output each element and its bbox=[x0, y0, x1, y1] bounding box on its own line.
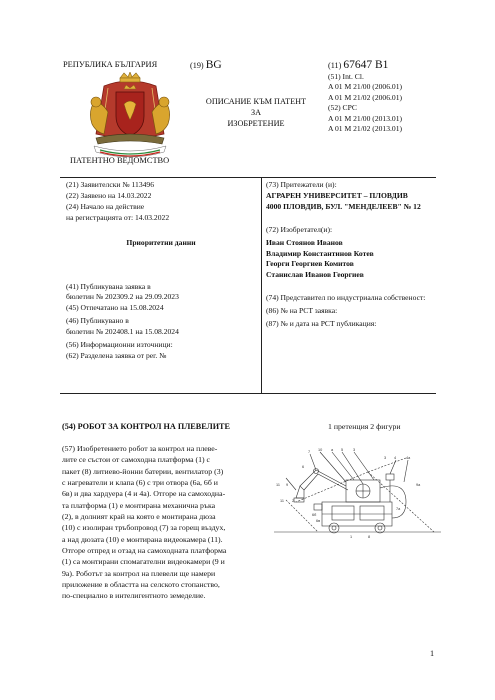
classification-line: (52) CPC bbox=[328, 103, 357, 113]
page-number: 1 bbox=[430, 649, 435, 658]
abstract-line: 6в) и два хардуера (4 и 4а). Отгоре на самоходна- bbox=[62, 489, 226, 499]
figure-label: 11 bbox=[276, 483, 280, 487]
inventor-name: Иван Стоянов Иванов bbox=[266, 237, 343, 247]
figure-label: 7а bbox=[396, 507, 401, 511]
abstract-line: по-специално в интелигентното земеделие. bbox=[62, 591, 206, 601]
classification-line: A 01 M 21/02 (2013.01) bbox=[328, 124, 403, 134]
figure-label: 10 bbox=[318, 448, 323, 452]
abstract bbox=[62, 443, 248, 602]
figure-label: 9a bbox=[416, 483, 421, 487]
table-column-divider bbox=[261, 177, 262, 393]
published-label: (46) Публикувано в bbox=[66, 316, 129, 326]
effective-date-label: (24) Начало на действие bbox=[66, 201, 145, 211]
table-bottom-rule bbox=[60, 393, 436, 394]
abstract-line: (2), в долният край на която е монтирана дюза bbox=[62, 512, 216, 522]
claims-figures-count: 1 претенция 2 фигури bbox=[328, 422, 401, 431]
registration-date: на регистрацията от: 14.03.2022 bbox=[66, 212, 170, 222]
abstract-line: с нагреватели и клапа (6) с три отвора (6а, 6б и bbox=[62, 478, 218, 488]
printed-date: (45) Отпечатано на 15.08.2024 bbox=[66, 303, 164, 313]
abstract-line: пакет (8) литиево-йонни батерии, вентилатор (3) bbox=[62, 466, 224, 476]
classification-line: A 01 M 21/00 (2013.01) bbox=[328, 113, 403, 123]
figure-label: 8 bbox=[368, 535, 371, 539]
figure-label: 2 bbox=[292, 499, 295, 503]
abstract-line: (10) с изолиран тръбопровод (7) за горещ въздух, bbox=[62, 523, 226, 533]
figure-label: a bbox=[331, 448, 334, 452]
figure-label: 6в bbox=[316, 519, 321, 523]
classification-block bbox=[328, 72, 402, 134]
owners-column bbox=[266, 180, 442, 330]
figure-label: 3 bbox=[384, 456, 387, 460]
abstract-line: (57) Изобретението робот за контрол на плеве- bbox=[62, 444, 218, 453]
figure-label: 3 bbox=[353, 448, 356, 452]
document-type-line: ОПИСАНИЕ КЪМ ПАТЕНТ bbox=[205, 97, 307, 106]
abstract-line: 9а). Роботът за контрол на плевели ще намери bbox=[62, 568, 216, 578]
owner-name: АГРАРЕН УНИВЕРСИТЕТ – ПЛОВДИВ bbox=[266, 190, 408, 200]
figure-label: 11 bbox=[280, 499, 284, 503]
patent-office-name: ПАТЕНТНО ВЕДОМСТВО bbox=[70, 156, 170, 165]
invention-title: (54) РОБОТ ЗА КОНТРОЛ НА ПЛЕВЕЛИТЕ bbox=[62, 422, 230, 431]
abstract-line: лите се състои от самоходна платформа (1) с bbox=[62, 455, 211, 465]
figure-label: 4 bbox=[394, 456, 397, 460]
abstract-line: Отгоре отпред и отзад на самоходната платформа bbox=[62, 546, 227, 556]
figure-label: 7 bbox=[308, 450, 311, 454]
robot-technical-drawing bbox=[256, 440, 446, 560]
figure-label: 6б bbox=[312, 513, 317, 517]
abstract-line: приложение в областта на селското стопанство, bbox=[62, 580, 220, 590]
classification-line: (51) Int. Cl. bbox=[328, 72, 364, 81]
document-type-line: ЗА bbox=[250, 108, 261, 117]
figure-label: 1 bbox=[350, 535, 353, 539]
published-application-bulletin: бюлетин № 202309.2 на 29.09.2023 bbox=[66, 292, 179, 302]
owner-address: 4000 ПЛОВДИВ, БУЛ. "МЕНДЕЛЕЕВ" № 12 bbox=[266, 201, 421, 211]
figure-label: 4a bbox=[406, 456, 411, 460]
coat-of-arms-icon bbox=[84, 72, 176, 158]
published-application-label: (41) Публикувана заявка в bbox=[66, 281, 151, 291]
pct-application-number: (86) № на PCT заявка: bbox=[266, 306, 338, 316]
inventor-name: Георги Георгиев Комитов bbox=[266, 259, 354, 269]
published-bulletin: бюлетин № 202408.1 на 15.08.2024 bbox=[66, 327, 179, 337]
pct-publication: (87) № и дата на PCT публикация: bbox=[266, 319, 377, 329]
publication-number-prefix: (11) bbox=[328, 61, 342, 70]
divided-application: (62) Разделена заявка от рег. № bbox=[66, 350, 167, 360]
table-top-rule bbox=[60, 177, 436, 178]
country-code bbox=[190, 59, 222, 71]
country-name: РЕПУБЛИКА БЪЛГАРИЯ bbox=[63, 60, 158, 69]
figure-label: 6 bbox=[302, 465, 305, 469]
classification-line: A 01 M 21/00 (2006.01) bbox=[328, 82, 403, 92]
publication-number-value: 67647 B1 bbox=[343, 59, 389, 71]
country-code-prefix: (19) bbox=[190, 61, 204, 70]
publication-number bbox=[328, 59, 388, 71]
document-type-line: ИЗОБРЕТЕНИЕ bbox=[227, 119, 285, 128]
figure-label: 5 bbox=[341, 448, 344, 452]
filing-data-column bbox=[66, 180, 256, 362]
application-number: (21) Заявителски № 113496 bbox=[66, 180, 155, 189]
inventor-name: Владимир Константинов Котев bbox=[266, 248, 374, 258]
abstract-line: (1) са монтирани спомагателни видеокамери (9 и bbox=[62, 557, 225, 567]
priority-data-heading: Приоритетни данни bbox=[126, 237, 196, 247]
inventors-label: (72) Изобретател(и): bbox=[266, 224, 333, 234]
filing-date: (22) Заявено на 14.03.2022 bbox=[66, 190, 152, 200]
abstract-line: та платформа (1) е монтирана механична ръка bbox=[62, 500, 216, 510]
classification-line: A 01 M 21/02 (2006.01) bbox=[328, 92, 403, 102]
country-code-value: BG bbox=[205, 59, 222, 71]
representative-label: (74) Представител по индустриална собственост: bbox=[266, 293, 426, 303]
owners-label: (73) Притежатели (и): bbox=[266, 180, 337, 189]
inventor-name: Станислав Иванов Георгиев bbox=[266, 270, 364, 280]
abstract-line: а над дюзата (10) е монтирана видеокамера (11). bbox=[62, 534, 223, 544]
figure-label: 9 bbox=[286, 483, 289, 487]
document-type bbox=[190, 96, 322, 129]
information-sources: (56) Информационни източници: bbox=[66, 340, 173, 350]
